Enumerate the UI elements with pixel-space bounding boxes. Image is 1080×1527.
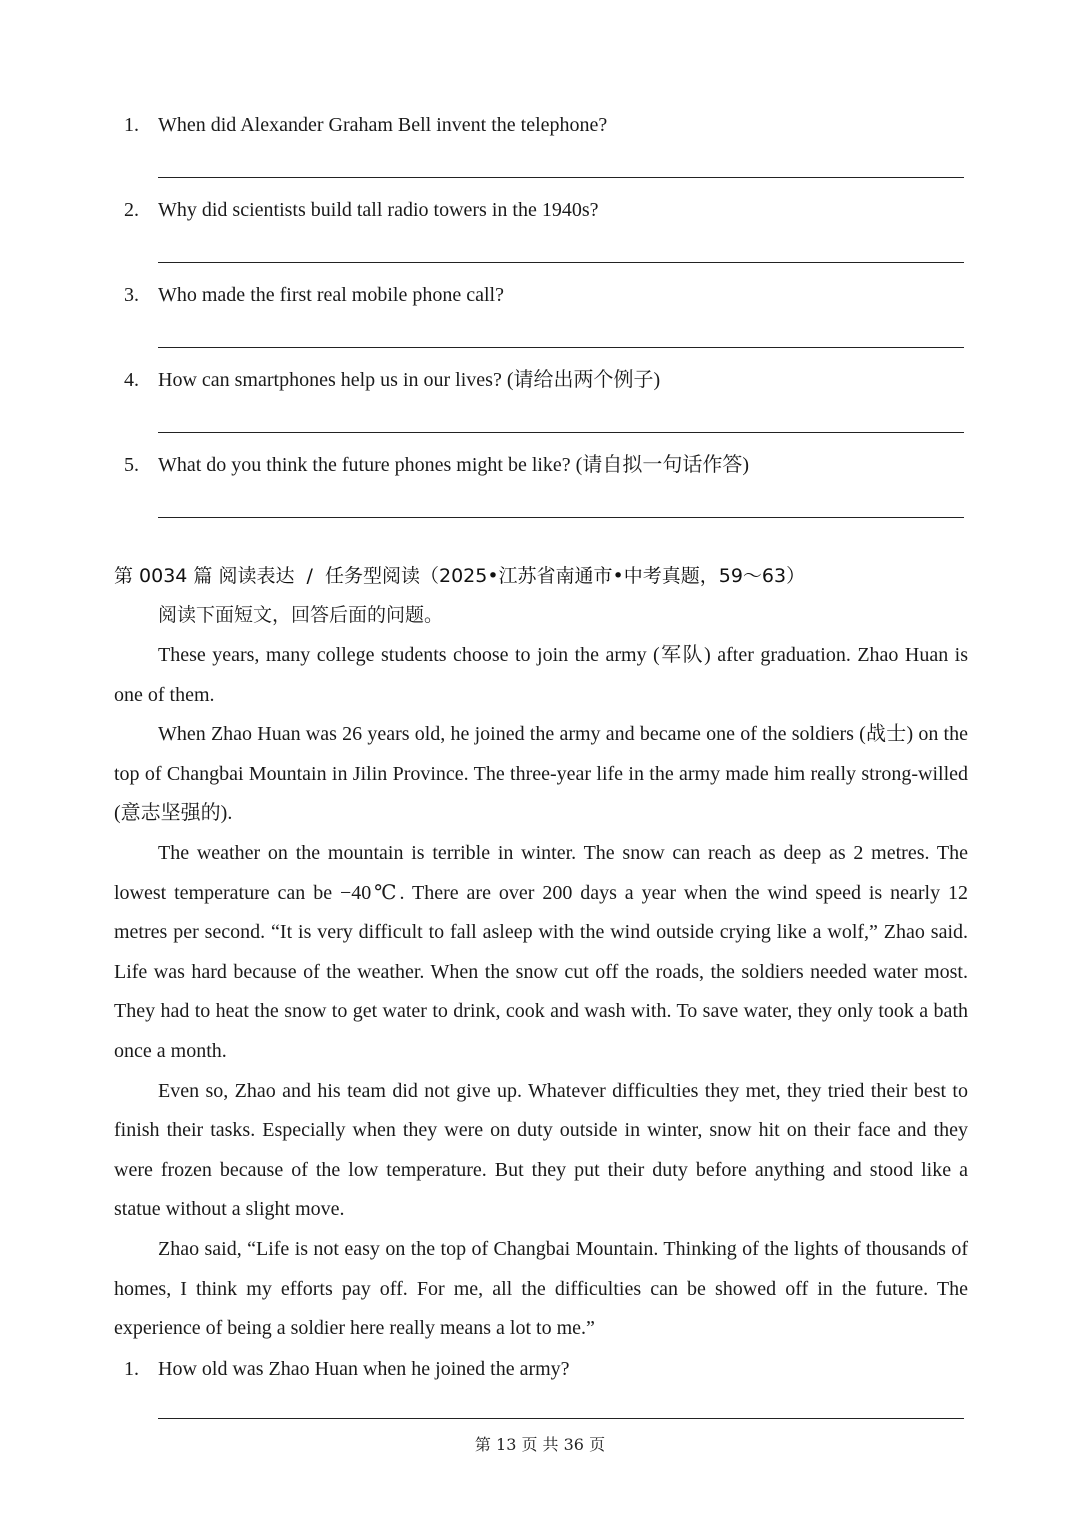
section-header xyxy=(114,562,805,590)
answer-line-1[interactable] xyxy=(158,177,964,178)
section-title: 第 0034 篇 阅读表达 xyxy=(114,565,295,587)
section-separator: / xyxy=(306,565,313,587)
passage-paragraph-3: The weather on the mountain is terrible in winter. The snow can reach as deep as 2 metres. The lowest temperature can be −40℃. There are over 200 days a year when the wind speed is nearly 12 metres per second. “It is very difficult to fall asleep with the wind outside crying like a wolf,” Zhao said. Life was hard because of the weather. When the snow cut off the roads, the soldiers needed water most. They had to heat the snow to get water to drink, cook and wash with. To save water, they only took a bath once a month. xyxy=(114,841,968,1062)
question-number: 3. xyxy=(124,284,139,306)
passage-paragraph-4: Even so, Zhao and his team did not give up. Whatever difficulties they met, they tried their best to finish their tasks. Especially when they were on duty outside in winter, snow hit on their face and they were frozen because of the low temperature. But they put their duty before anything and stood like a statue without a slight move. xyxy=(114,1079,968,1221)
passage-paragraph-5: Zhao said, “Life is not easy on the top of Changbai Mountain. Thinking of the lights of thousands of homes, I think my efforts pay off. For me, all the difficulties can be showed off in the future. The experience of being a soldier here really means a lot to me.” xyxy=(114,1237,968,1340)
answer-line-2[interactable] xyxy=(158,262,964,263)
question-3 xyxy=(120,281,965,309)
question-4 xyxy=(120,366,965,394)
answer-line-passage-1[interactable] xyxy=(158,1418,964,1419)
question-text: What do you think the future phones might be like? (请自拟一句话作答) xyxy=(158,454,750,476)
question-number: 4. xyxy=(124,369,139,391)
reading-passage xyxy=(114,636,968,1349)
question-text: Who made the first real mobile phone call? xyxy=(158,284,504,306)
question-text: How can smartphones help us in our lives? (请给出两个例子) xyxy=(158,369,661,391)
section-source: 任务型阅读（2025•江苏省南通市•中考真题，59～63） xyxy=(324,565,806,587)
passage-question-1 xyxy=(120,1355,965,1383)
answer-line-5[interactable] xyxy=(158,517,964,518)
question-number: 1. xyxy=(124,1358,139,1380)
question-1 xyxy=(120,111,965,139)
question-2 xyxy=(120,196,965,224)
passage-paragraph-1: These years, many college students choose to join the army (军队) after graduation. Zhao Huan is one of them. xyxy=(114,644,968,706)
page-footer: 第 13 页 共 36 页 xyxy=(474,1435,606,1454)
section-instruction: 阅读下面短文，回答后面的问题。 xyxy=(158,604,444,626)
question-5 xyxy=(120,451,965,479)
question-text: How old was Zhao Huan when he joined the army? xyxy=(158,1358,570,1380)
answer-line-4[interactable] xyxy=(158,432,964,433)
passage-paragraph-2: When Zhao Huan was 26 years old, he joined the army and became one of the soldiers (战士) on the top of Changbai Mountain in Jilin Province. The three-year life in the army made him really strong-willed (意志坚强的). xyxy=(114,723,968,825)
question-text: When did Alexander Graham Bell invent the telephone? xyxy=(158,114,608,136)
question-text: Why did scientists build tall radio towers in the 1940s? xyxy=(158,199,599,221)
question-number: 5. xyxy=(124,454,139,476)
question-number: 2. xyxy=(124,199,139,221)
answer-line-3[interactable] xyxy=(158,347,964,348)
question-number: 1. xyxy=(124,114,139,136)
